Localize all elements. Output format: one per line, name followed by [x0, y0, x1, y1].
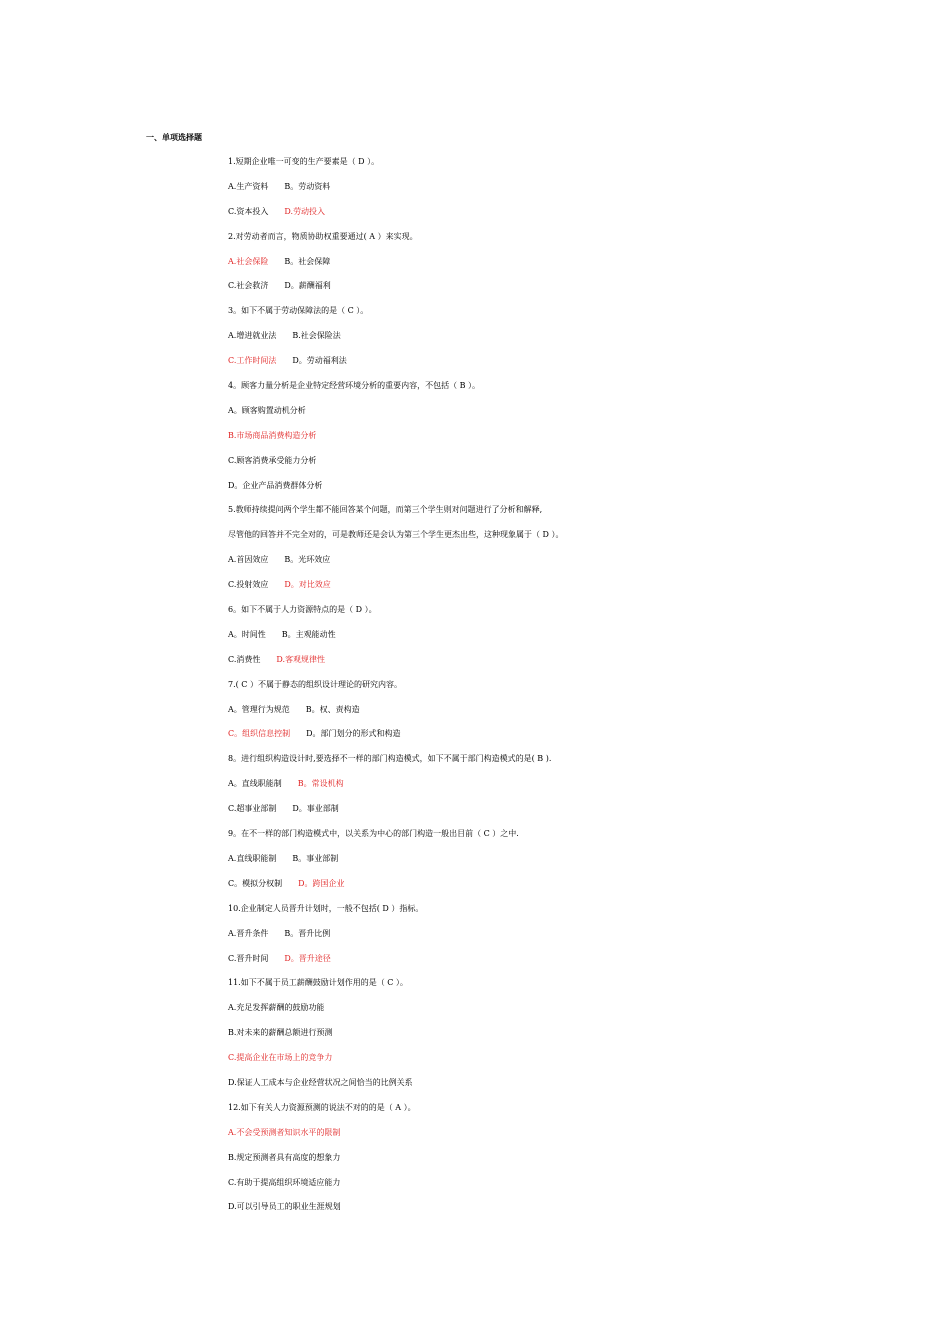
- question-text: [228, 977, 918, 1002]
- question-text: [228, 753, 918, 778]
- question-stem: 尽管他的回答并不完全对的，可是教师还是会认为第三个学生更杰出些，这种现象属于（ D ）。: [228, 530, 564, 540]
- answer-option: D。对比效应: [284, 580, 331, 590]
- option-choice: A。管理行为规范: [228, 704, 290, 714]
- question-stem: 7.( C ）不属于静态的组织设计理论的研究内容。: [228, 679, 402, 689]
- answer-option: A.社会保险: [228, 256, 269, 266]
- option-choice: B。光环效应: [284, 555, 331, 565]
- option-choice: C.超事业部制: [228, 804, 277, 814]
- option-row: [228, 181, 918, 206]
- option-choice: A.直线职能制: [228, 853, 277, 863]
- option-row: [228, 1127, 918, 1152]
- option-choice: C.资本投入: [228, 206, 269, 216]
- option-choice: A.生产资料: [228, 181, 269, 191]
- option-choice: D。劳动福利法: [292, 356, 347, 366]
- question-stem: 10.企业制定人员晋升计划时，一般不包括( D ）指标。: [228, 903, 424, 913]
- option-choice: B.对未来的薪酬总额进行预测: [228, 1028, 333, 1038]
- option-choice: C.顾客消费承受能力分析: [228, 455, 317, 465]
- option-row: [228, 206, 918, 231]
- option-row: [228, 629, 918, 654]
- option-choice: C.投射效应: [228, 580, 269, 590]
- option-row: [228, 480, 918, 505]
- question-text: [228, 828, 918, 853]
- answer-option: D.客观规律性: [276, 654, 326, 664]
- question-list: [228, 156, 918, 1226]
- option-choice: B。权、责构造: [305, 704, 360, 714]
- section-title: 一、单项选择题: [146, 132, 202, 142]
- option-choice: B.规定预测者具有高度的想象力: [228, 1152, 341, 1162]
- option-choice: D。企业产品消费群体分析: [228, 480, 323, 490]
- option-row: [228, 405, 918, 430]
- option-choice: A。时间性: [228, 629, 266, 639]
- option-row: [228, 355, 918, 380]
- option-choice: D。薪酬福利: [284, 281, 331, 291]
- option-choice: A。直线职能制: [228, 779, 282, 789]
- question-stem: 6。如下不属于人力资源特点的是（ D ）。: [228, 605, 377, 615]
- question-text: [228, 529, 918, 554]
- option-row: [228, 1002, 918, 1027]
- option-choice: D。部门划分的形式和构造: [306, 729, 401, 739]
- option-row: [228, 280, 918, 305]
- option-choice: B。主观能动性: [281, 629, 336, 639]
- option-choice: D.可以引导员工的职业生涯规划: [228, 1202, 341, 1212]
- option-row: [228, 430, 918, 455]
- option-choice: D。事业部制: [292, 804, 339, 814]
- option-choice: D.保证人工成本与企业经营状况之间恰当的比例关系: [228, 1077, 413, 1087]
- option-row: [228, 579, 918, 604]
- option-choice: B。晋升比例: [284, 928, 331, 938]
- question-text: [228, 305, 918, 330]
- answer-option: C.工作时间法: [228, 356, 277, 366]
- question-text: [228, 231, 918, 256]
- option-choice: C.晋升时间: [228, 953, 269, 963]
- answer-option: D。跨国企业: [298, 878, 345, 888]
- option-row: [228, 728, 918, 753]
- option-row: [228, 1152, 918, 1177]
- option-row: [228, 1077, 918, 1102]
- question-stem: 8。进行组织构造设计时,要选择不一样的部门构造模式，如下不属于部门构造模式的是( B ).: [228, 754, 552, 764]
- option-row: [228, 1052, 918, 1077]
- option-choice: B.社会保险法: [292, 331, 341, 341]
- option-choice: A.首因效应: [228, 555, 269, 565]
- option-row: [228, 455, 918, 480]
- option-row: [228, 803, 918, 828]
- question-text: [228, 156, 918, 181]
- option-choice: B。事业部制: [292, 853, 339, 863]
- answer-option: D。晋升途径: [284, 953, 331, 963]
- option-row: [228, 928, 918, 953]
- option-row: [228, 1177, 918, 1202]
- option-choice: B。劳动资料: [284, 181, 331, 191]
- question-stem: 2.对劳动者而言，物质协助权重要通过( A ）来实现。: [228, 231, 418, 241]
- option-row: [228, 1027, 918, 1052]
- option-choice: C.社会救济: [228, 281, 269, 291]
- option-row: [228, 554, 918, 579]
- question-stem: 3。如下不属于劳动保障法的是（ C ）。: [228, 306, 369, 316]
- question-stem: 4。顾客力量分析是企业特定经营环境分析的重要内容，不包括（ B ）。: [228, 381, 481, 391]
- question-text: [228, 679, 918, 704]
- question-stem: 9。在不一样的部门构造模式中，以关系为中心的部门构造一般出目前（ C ）之中.: [228, 829, 519, 839]
- answer-option: D.劳动投入: [284, 206, 326, 216]
- option-row: [228, 878, 918, 903]
- option-choice: A.充足发挥薪酬的鼓励功能: [228, 1003, 325, 1013]
- option-row: [228, 330, 918, 355]
- option-row: [228, 256, 918, 281]
- option-choice: B。社会保障: [284, 256, 331, 266]
- question-stem: 11.如下不属于员工薪酬鼓励计划作用的是（ C ）。: [228, 978, 408, 988]
- answer-option: B.市场商品消费构造分析: [228, 430, 317, 440]
- question-stem: 5.教师持续提问两个学生都不能回答某个问题，而第三个学生则对问题进行了分析和解释,: [228, 505, 543, 515]
- option-row: [228, 654, 918, 679]
- option-choice: A。顾客购置动机分析: [228, 405, 306, 415]
- option-row: [228, 778, 918, 803]
- answer-option: B。常设机构: [297, 779, 344, 789]
- option-row: [228, 853, 918, 878]
- option-row: [228, 704, 918, 729]
- option-choice: C.消费性: [228, 654, 261, 664]
- question-text: [228, 380, 918, 405]
- question-text: [228, 604, 918, 629]
- option-row: [228, 953, 918, 978]
- option-choice: A.增进就业法: [228, 331, 277, 341]
- option-choice: C。模拟分权制: [228, 878, 283, 888]
- question-text: [228, 903, 918, 928]
- option-choice: A.晋升条件: [228, 928, 269, 938]
- question-text: [228, 1102, 918, 1127]
- answer-option: C。组织信息控制: [228, 729, 291, 739]
- option-row: [228, 1201, 918, 1226]
- question-text: [228, 504, 918, 529]
- answer-option: A.不会受预测者知识水平的限制: [228, 1127, 341, 1137]
- answer-option: C.提高企业在市场上的竞争力: [228, 1053, 333, 1063]
- question-stem: 1.短期企业唯一可变的生产要素是（ D ）。: [228, 157, 380, 166]
- option-choice: C.有助于提高组织环境适应能力: [228, 1177, 341, 1187]
- question-stem: 12.如下有关人力资源预测的说法不对的的是（ A ）。: [228, 1102, 416, 1112]
